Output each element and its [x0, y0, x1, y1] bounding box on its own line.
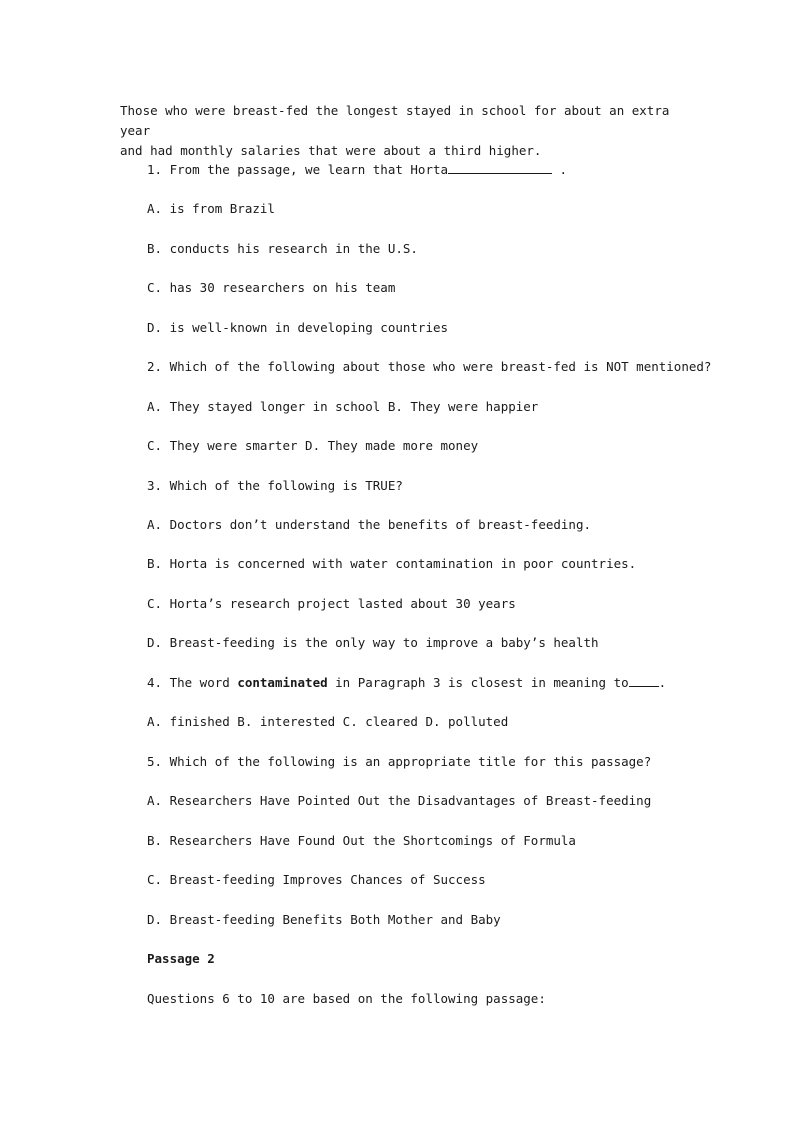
- question-5-stem: 5. Which of the following is an appropriate title for this passage?: [147, 754, 652, 769]
- question-4-options: A. finished B. interested C. cleared D. polluted: [147, 714, 509, 729]
- question-5-option-d: D. Breast-feeding Benefits Both Mother and Baby: [147, 912, 501, 927]
- question-3-stem: 3. Which of the following is TRUE?: [147, 478, 403, 493]
- question-3-option-d: D. Breast-feeding is the only way to improve a baby’s health: [147, 635, 599, 650]
- question-1-stem: 1. From the passage, we learn that Horta .: [147, 162, 568, 177]
- intro-paragraph: [120, 101, 690, 161]
- passage-2-heading: Passage 2: [147, 951, 215, 966]
- question-1-option-d: D. is well-known in developing countries: [147, 320, 449, 335]
- question-3-option-a: A. Doctors don’t understand the benefits of breast-feeding.: [147, 517, 592, 532]
- question-3-option-c: C. Horta’s research project lasted about 30 years: [147, 596, 516, 611]
- answer-blank: [448, 161, 552, 174]
- intro-line-1: Those who were breast-fed the longest stayed in school for about an extra year: [120, 103, 677, 138]
- question-3-option-b: B. Horta is concerned with water contamination in poor countries.: [147, 556, 637, 571]
- question-5-option-b: B. Researchers Have Found Out the Shortcomings of Formula: [147, 833, 576, 848]
- question-2-stem: 2. Which of the following about those who were breast-fed is NOT mentioned?: [147, 359, 712, 374]
- passage-2-instruction: Questions 6 to 10 are based on the following passage:: [147, 991, 546, 1006]
- question-2-options-cd: C. They were smarter D. They made more money: [147, 438, 479, 453]
- question-1-option-a: A. is from Brazil: [147, 201, 275, 216]
- question-1-option-b: B. conducts his research in the U.S.: [147, 241, 418, 256]
- keyword-contaminated: contaminated: [237, 675, 328, 690]
- question-5-option-c: C. Breast-feeding Improves Chances of Success: [147, 872, 486, 887]
- question-2-options-ab: A. They stayed longer in school B. They were happier: [147, 399, 539, 414]
- intro-line-2: and had monthly salaries that were about a third higher.: [120, 143, 542, 158]
- question-5-option-a: A. Researchers Have Pointed Out the Disadvantages of Breast-feeding: [147, 793, 652, 808]
- question-1-option-c: C. has 30 researchers on his team: [147, 280, 396, 295]
- question-4-stem: 4. The word contaminated in Paragraph 3 is closest in meaning to .: [147, 675, 667, 690]
- answer-blank: [629, 674, 659, 687]
